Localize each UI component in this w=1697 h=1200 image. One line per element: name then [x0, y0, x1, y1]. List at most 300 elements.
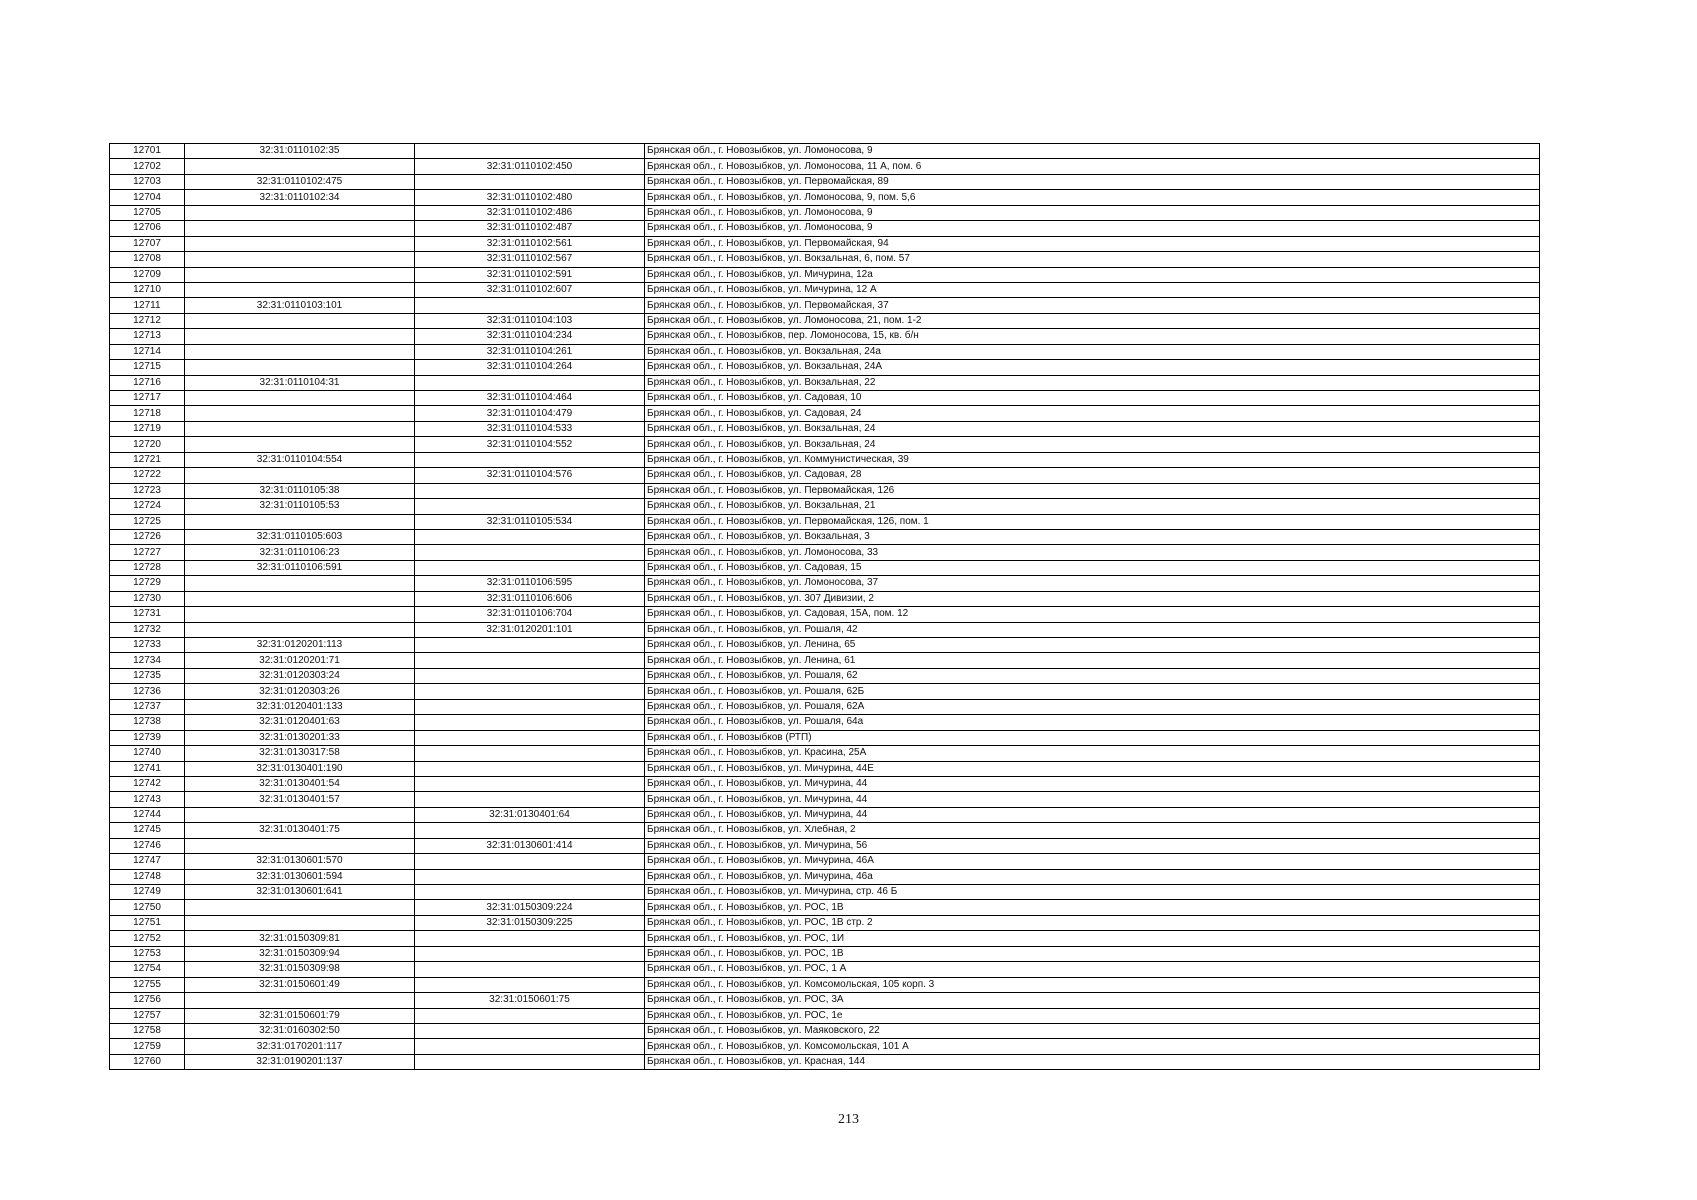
table-row [110, 174, 1540, 189]
table-row [110, 313, 1540, 328]
cadastral-number-secondary-cell [415, 684, 645, 699]
row-number-cell: 12729 [110, 576, 185, 591]
table-row [110, 638, 1540, 653]
table-row [110, 668, 1540, 683]
cadastral-number-cell [185, 159, 415, 174]
row-number-cell: 12752 [110, 931, 185, 946]
row-number-cell: 12738 [110, 715, 185, 730]
cadastral-number-secondary-cell [415, 977, 645, 992]
cadastral-number-cell: 32:31:0150309:94 [185, 946, 415, 961]
table-row [110, 375, 1540, 390]
table-row [110, 236, 1540, 251]
cadastral-number-secondary-cell: 32:31:0130601:414 [415, 838, 645, 853]
row-number-cell: 12746 [110, 838, 185, 853]
row-number-cell: 12713 [110, 329, 185, 344]
cadastral-number-secondary-cell: 32:31:0110102:607 [415, 282, 645, 297]
table-row [110, 483, 1540, 498]
cadastral-number-secondary-cell [415, 452, 645, 467]
address-cell: Брянская обл., г. Новозыбков, ул. Вокзальная, 3 [645, 529, 1540, 544]
cadastral-number-cell [185, 437, 415, 452]
cadastral-number-cell [185, 915, 415, 930]
row-number-cell: 12718 [110, 406, 185, 421]
cadastral-number-secondary-cell: 32:31:0120201:101 [415, 622, 645, 637]
cadastral-number-secondary-cell [415, 1023, 645, 1038]
cadastral-number-secondary-cell: 32:31:0110104:479 [415, 406, 645, 421]
table-row [110, 344, 1540, 359]
cadastral-number-secondary-cell [415, 545, 645, 560]
cadastral-number-cell: 32:31:0130401:57 [185, 792, 415, 807]
cadastral-number-secondary-cell [415, 483, 645, 498]
table-row [110, 900, 1540, 915]
address-cell: Брянская обл., г. Новозыбков, ул. Вокзальная, 6, пом. 57 [645, 252, 1540, 267]
table-row [110, 622, 1540, 637]
cadastral-number-secondary-cell: 32:31:0110102:486 [415, 205, 645, 220]
row-number-cell: 12756 [110, 993, 185, 1008]
address-cell: Брянская обл., г. Новозыбков, ул. Вокзальная, 22 [645, 375, 1540, 390]
address-cell: Брянская обл., г. Новозыбков, ул. 307 Дивизии, 2 [645, 591, 1540, 606]
row-number-cell: 12703 [110, 174, 185, 189]
cadastral-number-cell: 32:31:0120401:63 [185, 715, 415, 730]
cadastral-number-cell [185, 576, 415, 591]
table-row [110, 962, 1540, 977]
table-row [110, 792, 1540, 807]
address-cell: Брянская обл., г. Новозыбков, ул. Садовая, 10 [645, 391, 1540, 406]
address-cell: Брянская обл., г. Новозыбков, ул. Красная, 144 [645, 1054, 1540, 1069]
table-row [110, 591, 1540, 606]
table-row [110, 190, 1540, 205]
row-number-cell: 12725 [110, 514, 185, 529]
register-table-body [110, 144, 1540, 1070]
cadastral-number-cell: 32:31:0130401:54 [185, 776, 415, 791]
cadastral-number-secondary-cell: 32:31:0110106:704 [415, 607, 645, 622]
table-row [110, 529, 1540, 544]
row-number-cell: 12732 [110, 622, 185, 637]
row-number-cell: 12719 [110, 421, 185, 436]
address-cell: Брянская обл., г. Новозыбков, ул. РОС, 1е [645, 1008, 1540, 1023]
cadastral-number-secondary-cell [415, 792, 645, 807]
cadastral-number-cell [185, 900, 415, 915]
row-number-cell: 12720 [110, 437, 185, 452]
address-cell: Брянская обл., г. Новозыбков, ул. Рошаля, 62А [645, 699, 1540, 714]
address-cell: Брянская обл., г. Новозыбков, ул. Мичурина, 12а [645, 267, 1540, 282]
cadastral-number-cell: 32:31:0120303:26 [185, 684, 415, 699]
cadastral-number-cell: 32:31:0190201:137 [185, 1054, 415, 1069]
cadastral-number-cell [185, 514, 415, 529]
address-cell: Брянская обл., г. Новозыбков, ул. Ломоносова, 9 [645, 205, 1540, 220]
address-cell: Брянская обл., г. Новозыбков, ул. РОС, 3А [645, 993, 1540, 1008]
address-cell: Брянская обл., г. Новозыбков, ул. Вокзальная, 21 [645, 499, 1540, 514]
cadastral-number-secondary-cell: 32:31:0110104:103 [415, 313, 645, 328]
address-cell: Брянская обл., г. Новозыбков, ул. Маяковского, 22 [645, 1023, 1540, 1038]
cadastral-number-cell [185, 468, 415, 483]
cadastral-number-cell: 32:31:0150601:49 [185, 977, 415, 992]
cadastral-number-cell [185, 252, 415, 267]
cadastral-number-cell [185, 406, 415, 421]
table-row [110, 1023, 1540, 1038]
table-row [110, 993, 1540, 1008]
row-number-cell: 12704 [110, 190, 185, 205]
cadastral-number-cell: 32:31:0110102:34 [185, 190, 415, 205]
table-row [110, 946, 1540, 961]
address-cell: Брянская обл., г. Новозыбков, ул. Рошаля, 62Б [645, 684, 1540, 699]
address-cell: Брянская обл., г. Новозыбков, ул. Ломоносова, 37 [645, 576, 1540, 591]
row-number-cell: 12743 [110, 792, 185, 807]
cadastral-number-cell [185, 267, 415, 282]
row-number-cell: 12721 [110, 452, 185, 467]
table-row [110, 761, 1540, 776]
row-number-cell: 12736 [110, 684, 185, 699]
table-row [110, 915, 1540, 930]
cadastral-number-secondary-cell [415, 1054, 645, 1069]
address-cell: Брянская обл., г. Новозыбков, ул. Рошаля, 64а [645, 715, 1540, 730]
row-number-cell: 12726 [110, 529, 185, 544]
cadastral-number-secondary-cell [415, 854, 645, 869]
table-row [110, 514, 1540, 529]
row-number-cell: 12714 [110, 344, 185, 359]
cadastral-number-secondary-cell [415, 529, 645, 544]
row-number-cell: 12750 [110, 900, 185, 915]
address-cell: Брянская обл., г. Новозыбков, ул. Мичурина, стр. 46 Б [645, 885, 1540, 900]
address-cell: Брянская обл., г. Новозыбков, ул. Хлебная, 2 [645, 823, 1540, 838]
address-cell: Брянская обл., г. Новозыбков, ул. Рошаля, 42 [645, 622, 1540, 637]
address-cell: Брянская обл., г. Новозыбков, ул. Вокзальная, 24А [645, 360, 1540, 375]
cadastral-number-cell: 32:31:0130601:641 [185, 885, 415, 900]
address-cell: Брянская обл., г. Новозыбков, ул. РОС, 1В стр. 2 [645, 915, 1540, 930]
cadastral-number-cell: 32:31:0150601:79 [185, 1008, 415, 1023]
cadastral-number-cell: 32:31:0110105:38 [185, 483, 415, 498]
cadastral-number-cell: 32:31:0110104:31 [185, 375, 415, 390]
table-row [110, 267, 1540, 282]
table-row [110, 576, 1540, 591]
table-row [110, 298, 1540, 313]
address-cell: Брянская обл., г. Новозыбков, ул. Ломоносова, 9, пом. 5,6 [645, 190, 1540, 205]
address-cell: Брянская обл., г. Новозыбков, ул. Ломоносова, 33 [645, 545, 1540, 560]
page-number: 213 [838, 1112, 859, 1127]
address-cell: Брянская обл., г. Новозыбков, ул. Мичурина, 46а [645, 869, 1540, 884]
cadastral-number-cell: 32:31:0130601:570 [185, 854, 415, 869]
address-cell: Брянская обл., г. Новозыбков, ул. Мичурина, 44 [645, 776, 1540, 791]
table-row [110, 282, 1540, 297]
cadastral-number-secondary-cell [415, 375, 645, 390]
cadastral-number-cell: 32:31:0170201:117 [185, 1039, 415, 1054]
row-number-cell: 12710 [110, 282, 185, 297]
address-cell: Брянская обл., г. Новозыбков, ул. Ломоносова, 9 [645, 221, 1540, 236]
row-number-cell: 12741 [110, 761, 185, 776]
address-cell: Брянская обл., г. Новозыбков, ул. Первомайская, 94 [645, 236, 1540, 251]
cadastral-number-secondary-cell [415, 1039, 645, 1054]
address-cell: Брянская обл., г. Новозыбков, ул. Первомайская, 126, пом. 1 [645, 514, 1540, 529]
table-row [110, 406, 1540, 421]
table-row [110, 329, 1540, 344]
cadastral-number-secondary-cell [415, 823, 645, 838]
table-row [110, 931, 1540, 946]
cadastral-number-secondary-cell: 32:31:0110104:464 [415, 391, 645, 406]
table-row [110, 746, 1540, 761]
cadastral-number-secondary-cell: 32:31:0110104:552 [415, 437, 645, 452]
row-number-cell: 12712 [110, 313, 185, 328]
table-row [110, 159, 1540, 174]
cadastral-number-cell: 32:31:0110103:101 [185, 298, 415, 313]
address-cell: Брянская обл., г. Новозыбков, ул. Садовая, 24 [645, 406, 1540, 421]
cadastral-number-secondary-cell: 32:31:0110104:576 [415, 468, 645, 483]
address-cell: Брянская обл., г. Новозыбков, ул. Ломоносова, 11 А, пом. 6 [645, 159, 1540, 174]
address-cell: Брянская обл., г. Новозыбков, ул. Комсомольская, 105 корп. 3 [645, 977, 1540, 992]
row-number-cell: 12739 [110, 730, 185, 745]
cadastral-number-secondary-cell [415, 499, 645, 514]
table-row [110, 977, 1540, 992]
cadastral-number-cell: 32:31:0120201:71 [185, 653, 415, 668]
cadastral-number-secondary-cell: 32:31:0150309:224 [415, 900, 645, 915]
cadastral-number-secondary-cell: 32:31:0110102:487 [415, 221, 645, 236]
table-row [110, 854, 1540, 869]
cadastral-number-secondary-cell [415, 946, 645, 961]
row-number-cell: 12735 [110, 668, 185, 683]
cadastral-number-secondary-cell [415, 144, 645, 159]
table-row [110, 252, 1540, 267]
cadastral-number-secondary-cell [415, 699, 645, 714]
cadastral-number-secondary-cell: 32:31:0130401:64 [415, 807, 645, 822]
cadastral-number-cell: 32:31:0120303:24 [185, 668, 415, 683]
cadastral-number-secondary-cell: 32:31:0110102:567 [415, 252, 645, 267]
table-row [110, 545, 1540, 560]
cadastral-number-cell: 32:31:0160302:50 [185, 1023, 415, 1038]
cadastral-number-secondary-cell: 32:31:0110104:533 [415, 421, 645, 436]
cadastral-number-secondary-cell [415, 962, 645, 977]
address-cell: Брянская обл., г. Новозыбков, ул. Рошаля, 62 [645, 668, 1540, 683]
cadastral-number-secondary-cell [415, 174, 645, 189]
cadastral-number-cell [185, 421, 415, 436]
row-number-cell: 12755 [110, 977, 185, 992]
table-row [110, 885, 1540, 900]
cadastral-number-secondary-cell: 32:31:0150309:225 [415, 915, 645, 930]
cadastral-number-secondary-cell [415, 560, 645, 575]
table-row [110, 452, 1540, 467]
cadastral-number-secondary-cell [415, 298, 645, 313]
cadastral-number-secondary-cell: 32:31:0110104:261 [415, 344, 645, 359]
table-row [110, 869, 1540, 884]
cadastral-number-secondary-cell: 32:31:0110102:561 [415, 236, 645, 251]
row-number-cell: 12731 [110, 607, 185, 622]
row-number-cell: 12751 [110, 915, 185, 930]
cadastral-number-cell: 32:31:0110105:603 [185, 529, 415, 544]
cadastral-number-secondary-cell: 32:31:0110104:234 [415, 329, 645, 344]
address-cell: Брянская обл., г. Новозыбков, ул. Первомайская, 89 [645, 174, 1540, 189]
address-cell: Брянская обл., г. Новозыбков, ул. Первомайская, 37 [645, 298, 1540, 313]
table-row [110, 730, 1540, 745]
cadastral-number-cell: 32:31:0120201:113 [185, 638, 415, 653]
cadastral-number-secondary-cell [415, 869, 645, 884]
cadastral-number-secondary-cell [415, 931, 645, 946]
cadastral-number-cell [185, 807, 415, 822]
row-number-cell: 12727 [110, 545, 185, 560]
cadastral-number-cell: 32:31:0110102:475 [185, 174, 415, 189]
cadastral-number-cell: 32:31:0110105:53 [185, 499, 415, 514]
table-row [110, 607, 1540, 622]
cadastral-number-cell [185, 838, 415, 853]
row-number-cell: 12740 [110, 746, 185, 761]
cadastral-number-secondary-cell: 32:31:0110106:595 [415, 576, 645, 591]
cadastral-number-secondary-cell [415, 668, 645, 683]
table-row [110, 560, 1540, 575]
row-number-cell: 12707 [110, 236, 185, 251]
row-number-cell: 12711 [110, 298, 185, 313]
cadastral-number-cell [185, 313, 415, 328]
row-number-cell: 12742 [110, 776, 185, 791]
table-row [110, 1054, 1540, 1069]
address-cell: Брянская обл., г. Новозыбков, ул. Мичурина, 44 [645, 792, 1540, 807]
address-cell: Брянская обл., г. Новозыбков, ул. Красина, 25А [645, 746, 1540, 761]
address-cell: Брянская обл., г. Новозыбков, ул. Ленина, 65 [645, 638, 1540, 653]
address-cell: Брянская обл., г. Новозыбков, ул. Садовая, 28 [645, 468, 1540, 483]
address-cell: Брянская обл., г. Новозыбков, ул. Вокзальная, 24 [645, 421, 1540, 436]
cadastral-number-cell: 32:31:0130401:75 [185, 823, 415, 838]
table-row [110, 499, 1540, 514]
table-row [110, 807, 1540, 822]
cadastral-number-secondary-cell [415, 776, 645, 791]
cadastral-number-secondary-cell: 32:31:0110102:591 [415, 267, 645, 282]
address-cell: Брянская обл., г. Новозыбков, ул. Вокзальная, 24 [645, 437, 1540, 452]
row-number-cell: 12759 [110, 1039, 185, 1054]
address-cell: Брянская обл., г. Новозыбков, ул. Ломоносова, 9 [645, 144, 1540, 159]
cadastral-number-cell: 32:31:0130401:190 [185, 761, 415, 776]
cadastral-number-secondary-cell [415, 885, 645, 900]
row-number-cell: 12716 [110, 375, 185, 390]
address-cell: Брянская обл., г. Новозыбков, ул. Мичурина, 46А [645, 854, 1540, 869]
row-number-cell: 12722 [110, 468, 185, 483]
table-row [110, 221, 1540, 236]
address-cell: Брянская обл., г. Новозыбков, ул. РОС, 1В [645, 946, 1540, 961]
row-number-cell: 12749 [110, 885, 185, 900]
address-cell: Брянская обл., г. Новозыбков, ул. РОС, 1И [645, 931, 1540, 946]
cadastral-number-cell: 32:31:0110102:35 [185, 144, 415, 159]
cadastral-number-cell [185, 607, 415, 622]
cadastral-number-secondary-cell [415, 730, 645, 745]
address-cell: Брянская обл., г. Новозыбков, ул. Ленина, 61 [645, 653, 1540, 668]
table-row [110, 699, 1540, 714]
cadastral-number-secondary-cell: 32:31:0110105:534 [415, 514, 645, 529]
cadastral-number-cell: 32:31:0110106:23 [185, 545, 415, 560]
row-number-cell: 12723 [110, 483, 185, 498]
table-row [110, 421, 1540, 436]
row-number-cell: 12715 [110, 360, 185, 375]
row-number-cell: 12745 [110, 823, 185, 838]
cadastral-number-cell: 32:31:0110104:554 [185, 452, 415, 467]
table-row [110, 205, 1540, 220]
row-number-cell: 12760 [110, 1054, 185, 1069]
cadastral-number-secondary-cell: 32:31:0110104:264 [415, 360, 645, 375]
table-row [110, 653, 1540, 668]
table-row [110, 715, 1540, 730]
row-number-cell: 12701 [110, 144, 185, 159]
cadastral-number-cell [185, 205, 415, 220]
register-table [109, 143, 1540, 1070]
row-number-cell: 12728 [110, 560, 185, 575]
row-number-cell: 12737 [110, 699, 185, 714]
cadastral-number-cell: 32:31:0110106:591 [185, 560, 415, 575]
cadastral-number-secondary-cell [415, 715, 645, 730]
address-cell: Брянская обл., г. Новозыбков, ул. Мичурина, 44Е [645, 761, 1540, 776]
cadastral-number-secondary-cell: 32:31:0110106:606 [415, 591, 645, 606]
row-number-cell: 12758 [110, 1023, 185, 1038]
address-cell: Брянская обл., г. Новозыбков, ул. Комсомольская, 101 А [645, 1039, 1540, 1054]
table-row [110, 684, 1540, 699]
cadastral-number-cell: 32:31:0130601:594 [185, 869, 415, 884]
row-number-cell: 12706 [110, 221, 185, 236]
cadastral-number-cell [185, 344, 415, 359]
address-cell: Брянская обл., г. Новозыбков, ул. Первомайская, 126 [645, 483, 1540, 498]
table-row [110, 823, 1540, 838]
cadastral-number-cell [185, 591, 415, 606]
row-number-cell: 12734 [110, 653, 185, 668]
row-number-cell: 12709 [110, 267, 185, 282]
row-number-cell: 12733 [110, 638, 185, 653]
address-cell: Брянская обл., г. Новозыбков, ул. РОС, 1В [645, 900, 1540, 915]
row-number-cell: 12748 [110, 869, 185, 884]
cadastral-number-cell: 32:31:0130201:33 [185, 730, 415, 745]
cadastral-number-cell: 32:31:0120401:133 [185, 699, 415, 714]
table-row [110, 437, 1540, 452]
cadastral-number-secondary-cell [415, 653, 645, 668]
row-number-cell: 12702 [110, 159, 185, 174]
address-cell: Брянская обл., г. Новозыбков, ул. Вокзальная, 24а [645, 344, 1540, 359]
cadastral-number-secondary-cell: 32:31:0150601:75 [415, 993, 645, 1008]
address-cell: Брянская обл., г. Новозыбков (РТП) [645, 730, 1540, 745]
table-row [110, 1008, 1540, 1023]
row-number-cell: 12757 [110, 1008, 185, 1023]
table-row [110, 776, 1540, 791]
cadastral-number-secondary-cell: 32:31:0110102:450 [415, 159, 645, 174]
row-number-cell: 12724 [110, 499, 185, 514]
address-cell: Брянская обл., г. Новозыбков, ул. Мичурина, 44 [645, 807, 1540, 822]
cadastral-number-cell [185, 622, 415, 637]
row-number-cell: 12708 [110, 252, 185, 267]
cadastral-number-secondary-cell [415, 638, 645, 653]
address-cell: Брянская обл., г. Новозыбков, ул. Ломоносова, 21, пом. 1-2 [645, 313, 1540, 328]
address-cell: Брянская обл., г. Новозыбков, пер. Ломоносова, 15, кв. б/н [645, 329, 1540, 344]
cadastral-number-secondary-cell [415, 1008, 645, 1023]
table-row [110, 391, 1540, 406]
row-number-cell: 12705 [110, 205, 185, 220]
cadastral-number-cell: 32:31:0150309:98 [185, 962, 415, 977]
row-number-cell: 12744 [110, 807, 185, 822]
table-row [110, 468, 1540, 483]
row-number-cell: 12730 [110, 591, 185, 606]
cadastral-number-secondary-cell [415, 761, 645, 776]
row-number-cell: 12747 [110, 854, 185, 869]
table-row [110, 838, 1540, 853]
cadastral-number-cell [185, 221, 415, 236]
cadastral-number-cell: 32:31:0130317:58 [185, 746, 415, 761]
address-cell: Брянская обл., г. Новозыбков, ул. Садовая, 15 [645, 560, 1540, 575]
cadastral-number-cell [185, 329, 415, 344]
cadastral-number-cell: 32:31:0150309:81 [185, 931, 415, 946]
row-number-cell: 12754 [110, 962, 185, 977]
address-cell: Брянская обл., г. Новозыбков, ул. Мичурина, 56 [645, 838, 1540, 853]
address-cell: Брянская обл., г. Новозыбков, ул. РОС, 1 А [645, 962, 1540, 977]
cadastral-number-cell [185, 282, 415, 297]
table-row [110, 1039, 1540, 1054]
cadastral-number-cell [185, 236, 415, 251]
address-cell: Брянская обл., г. Новозыбков, ул. Мичурина, 12 А [645, 282, 1540, 297]
address-cell: Брянская обл., г. Новозыбков, ул. Садовая, 15А, пом. 12 [645, 607, 1540, 622]
cadastral-number-secondary-cell: 32:31:0110102:480 [415, 190, 645, 205]
table-row [110, 144, 1540, 159]
row-number-cell: 12717 [110, 391, 185, 406]
cadastral-number-cell [185, 993, 415, 1008]
table-row [110, 360, 1540, 375]
cadastral-number-cell [185, 360, 415, 375]
cadastral-number-secondary-cell [415, 746, 645, 761]
